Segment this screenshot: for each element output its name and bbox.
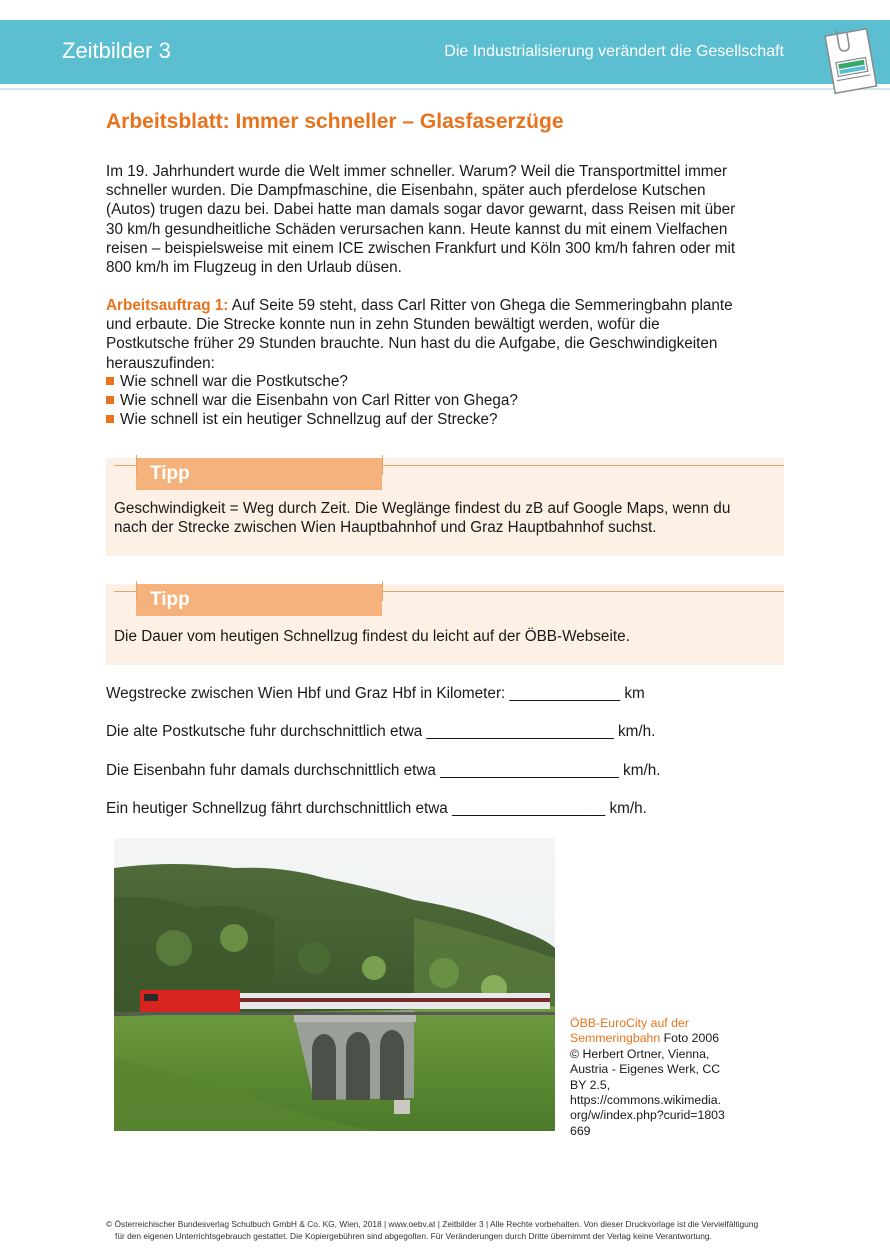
fill-in-railway-speed[interactable]: Die Eisenbahn fuhr damals durchschnittlich etwa _____________________ km/h. xyxy=(106,762,661,779)
intro-line: schneller wurden. Die Dampfmaschine, die Eisenbahn, später auch pferdelose Kutschen xyxy=(106,182,706,200)
bullet-square-icon xyxy=(106,415,114,423)
tip-line: nach der Strecke zwischen Wien Hauptbahnhof und Graz Hauptbahnhof suchst. xyxy=(114,519,657,537)
question-item xyxy=(106,410,518,429)
question-text: Wie schnell ist ein heutiger Schnellzug auf der Strecke? xyxy=(120,411,498,429)
series-title: Zeitbilder 3 xyxy=(62,38,171,63)
caption-line: org/w/index.php?curid=1803 xyxy=(570,1108,725,1123)
tip-text xyxy=(114,627,776,646)
copyright-footer xyxy=(106,1218,786,1242)
caption-title: Semmeringbahn xyxy=(570,1031,661,1046)
tip-tick xyxy=(136,581,137,601)
header-divider xyxy=(0,88,890,90)
tip-label: Tipp xyxy=(150,463,190,484)
tip-text xyxy=(114,499,776,537)
question-list xyxy=(106,372,518,430)
tip-box xyxy=(106,458,784,556)
question-text: Wie schnell war die Eisenbahn von Carl Ritter von Ghega? xyxy=(120,392,518,410)
question-text: Wie schnell war die Postkutsche? xyxy=(120,373,348,390)
caption-line: https://commons.wikimedia. xyxy=(570,1093,722,1108)
tip-tick xyxy=(382,581,383,601)
intro-paragraph xyxy=(106,162,788,277)
fill-in-distance[interactable]: Wegstrecke zwischen Wien Hbf und Graz Hbf in Kilometer: _____________ km xyxy=(106,685,645,702)
tip-tick xyxy=(382,455,383,475)
intro-line: reisen – beispielsweise mit einem ICE zwischen Frankfurt und Köln 300 km/h fahren oder mit xyxy=(106,239,736,257)
tip-line: Geschwindigkeit = Weg durch Zeit. Die Weglänge findest du zB auf Google Maps, wenn du xyxy=(114,500,731,517)
task-line: und erbaute. Die Strecke konnte nun in zehn Stunden bewältigt werden, wofür die xyxy=(106,316,660,334)
tip-tick xyxy=(136,455,137,475)
intro-line: (Autos) trugen dazu bei. Dabei hatte man damals sogar davor gewarnt, dass Reisen mit über xyxy=(106,201,736,219)
chapter-topic: Die Industrialisierung verändert die Gesellschaft xyxy=(444,43,784,60)
bullet-square-icon xyxy=(106,396,114,404)
task-first-line: Auf Seite 59 steht, dass Carl Ritter von Ghega die Semmeringbahn plante xyxy=(228,297,733,314)
intro-line: 30 km/h gesundheitliche Schäden verursachen kann. Heute kannst du mit einem Vielfachen xyxy=(106,220,728,238)
intro-line: 800 km/h im Flugzeug in den Urlaub düsen. xyxy=(106,259,402,277)
task-line: herauszufinden: xyxy=(106,354,215,372)
worksheet-title: Arbeitsblatt: Immer schneller – Glasfaserzüge xyxy=(106,110,564,133)
tip-label: Tipp xyxy=(150,589,190,610)
photo-caption xyxy=(570,1016,750,1139)
caption-line: BY 2.5, xyxy=(570,1077,611,1092)
caption-line: Austria - Eigenes Werk, CC xyxy=(570,1062,721,1077)
header-bar xyxy=(0,20,890,84)
footer-line: © Österreichischer Bundesverlag Schulbuch GmbH & Co. KG, Wien, 2018 | www.oebv.at | Zeitbilder 3 | Alle Rechte vorbehalten. Von dieser Druckvorlage ist die Vervielfältigung xyxy=(106,1219,759,1229)
tip-box xyxy=(106,584,784,665)
question-item xyxy=(106,372,518,391)
task-paragraph xyxy=(106,296,788,373)
caption-line: 669 xyxy=(570,1123,591,1138)
caption-line: © Herbert Ortner, Vienna, xyxy=(570,1046,710,1061)
fill-in-stagecoach-speed[interactable]: Die alte Postkutsche fuhr durchschnittlich etwa ______________________ km/h. xyxy=(106,723,656,740)
task-line: Postkutsche früher 29 Stunden brauchte. Nun hast du die Aufgabe, die Geschwindigkeiten xyxy=(106,335,718,353)
tip-line: Die Dauer vom heutigen Schnellzug findest du leicht auf der ÖBB-Webseite. xyxy=(114,628,630,645)
task-label: Arbeitsauftrag 1: xyxy=(106,297,229,314)
tip-tab xyxy=(136,458,382,490)
worksheet-icon xyxy=(820,24,882,100)
footer-line: für den eigenen Unterrichtsgebrauch gestattet. Die Kopiergebühren sind abgegolten. Für Veränderungen durch Dritte übernimmt der Verlag keine Verantwortung. xyxy=(115,1231,712,1241)
question-item xyxy=(106,391,518,410)
task-line xyxy=(106,296,788,315)
caption-credit: Foto 2006 xyxy=(660,1031,720,1046)
tip-tab xyxy=(136,584,382,616)
train-photo xyxy=(114,838,555,1131)
caption-title-line xyxy=(570,1031,750,1046)
fill-in-express-speed[interactable]: Ein heutiger Schnellzug fährt durchschnittlich etwa __________________ km/h. xyxy=(106,800,647,817)
caption-title: ÖBB-EuroCity auf der xyxy=(570,1016,689,1030)
bullet-square-icon xyxy=(106,377,114,385)
intro-line: Im 19. Jahrhundert wurde die Welt immer schneller. Warum? Weil die Transportmittel immer xyxy=(106,163,728,180)
